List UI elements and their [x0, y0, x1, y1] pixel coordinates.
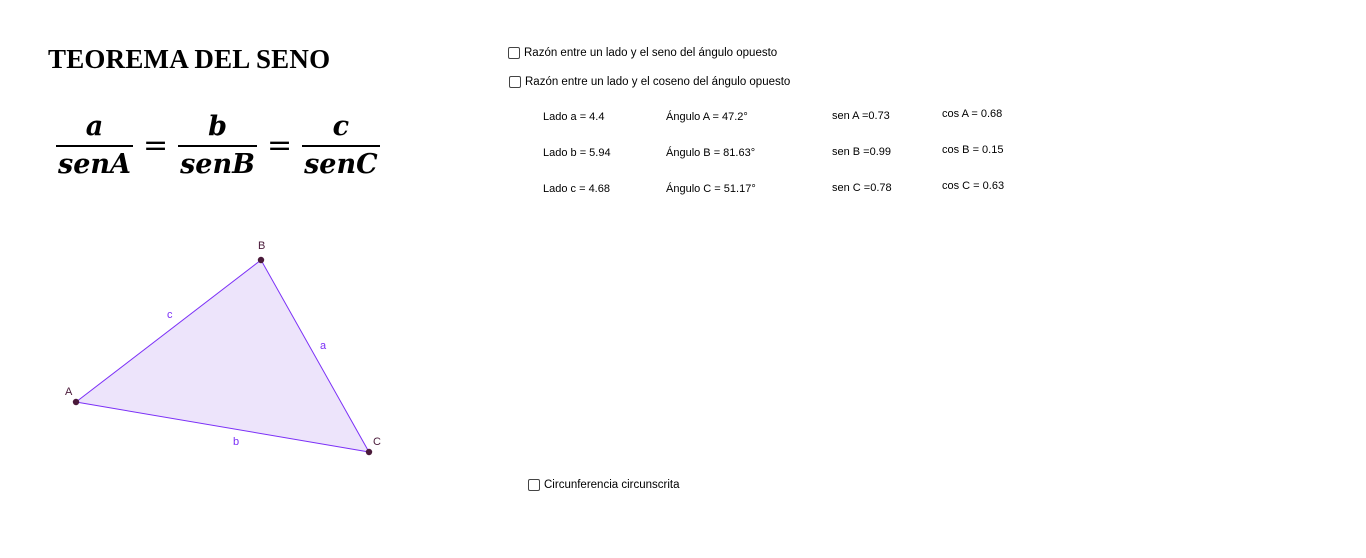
- checkbox-ratio-sine-label: Razón entre un lado y el seno del ángulo opuesto: [524, 47, 778, 59]
- triangle-construction[interactable]: [0, 0, 460, 500]
- checkbox-circumscribed-circle-box[interactable]: [528, 479, 540, 491]
- fraction-b-numerator: b: [208, 111, 227, 142]
- side-label-a: a: [320, 340, 327, 352]
- cosine-c-value: cos C = 0.63: [942, 180, 1005, 192]
- checkbox-ratio-cosine-box[interactable]: [509, 76, 521, 88]
- fraction-a-denominator: senA: [58, 148, 131, 180]
- checkbox-ratio-sine-box[interactable]: [508, 47, 520, 59]
- sine-b-value: sen B =0.99: [832, 146, 892, 158]
- fraction-a-numerator: a: [85, 111, 104, 142]
- equals-sign-1: =: [142, 127, 169, 163]
- sine-c-value: sen C =0.78: [832, 182, 892, 194]
- vertex-label-a: A: [65, 386, 73, 398]
- triangle-fill[interactable]: [76, 260, 369, 452]
- cosine-a-value: cos A = 0.68: [942, 108, 1003, 120]
- point-b[interactable]: [258, 257, 264, 263]
- side-label-c: c: [167, 309, 173, 321]
- side-label-b: b: [233, 436, 240, 448]
- fraction-b-denominator: senB: [180, 148, 255, 180]
- angle-b-value: Ángulo B = 81.63°: [666, 147, 756, 159]
- angle-a-value: Ángulo A = 47.2°: [666, 111, 748, 123]
- fraction-c-denominator: senC: [304, 148, 378, 180]
- cosine-b-value: cos B = 0.15: [942, 144, 1004, 156]
- vertex-label-b: B: [258, 240, 266, 252]
- checkbox-circumscribed-circle-label: Circunferencia circunscrita: [544, 479, 680, 491]
- equals-sign-2: =: [266, 127, 293, 163]
- sine-a-value: sen A =0.73: [832, 110, 890, 122]
- point-c[interactable]: [366, 449, 372, 455]
- side-b-value: Lado b = 5.94: [543, 147, 611, 159]
- fraction-c-numerator: c: [332, 111, 350, 142]
- point-a[interactable]: [73, 399, 79, 405]
- checkbox-ratio-cosine-label: Razón entre un lado y el coseno del ángulo opuesto: [525, 76, 791, 88]
- angle-c-value: Ángulo C = 51.17°: [666, 183, 756, 195]
- side-a-value: Lado a = 4.4: [543, 111, 605, 123]
- checkbox-ratio-cosine[interactable]: [509, 76, 790, 88]
- page-title: TEOREMA DEL SENO: [48, 44, 331, 74]
- side-c-value: Lado c = 4.68: [543, 183, 610, 195]
- vertex-label-c: C: [373, 436, 381, 448]
- checkbox-circumscribed-circle[interactable]: [528, 479, 680, 491]
- checkbox-ratio-sine[interactable]: [508, 47, 777, 59]
